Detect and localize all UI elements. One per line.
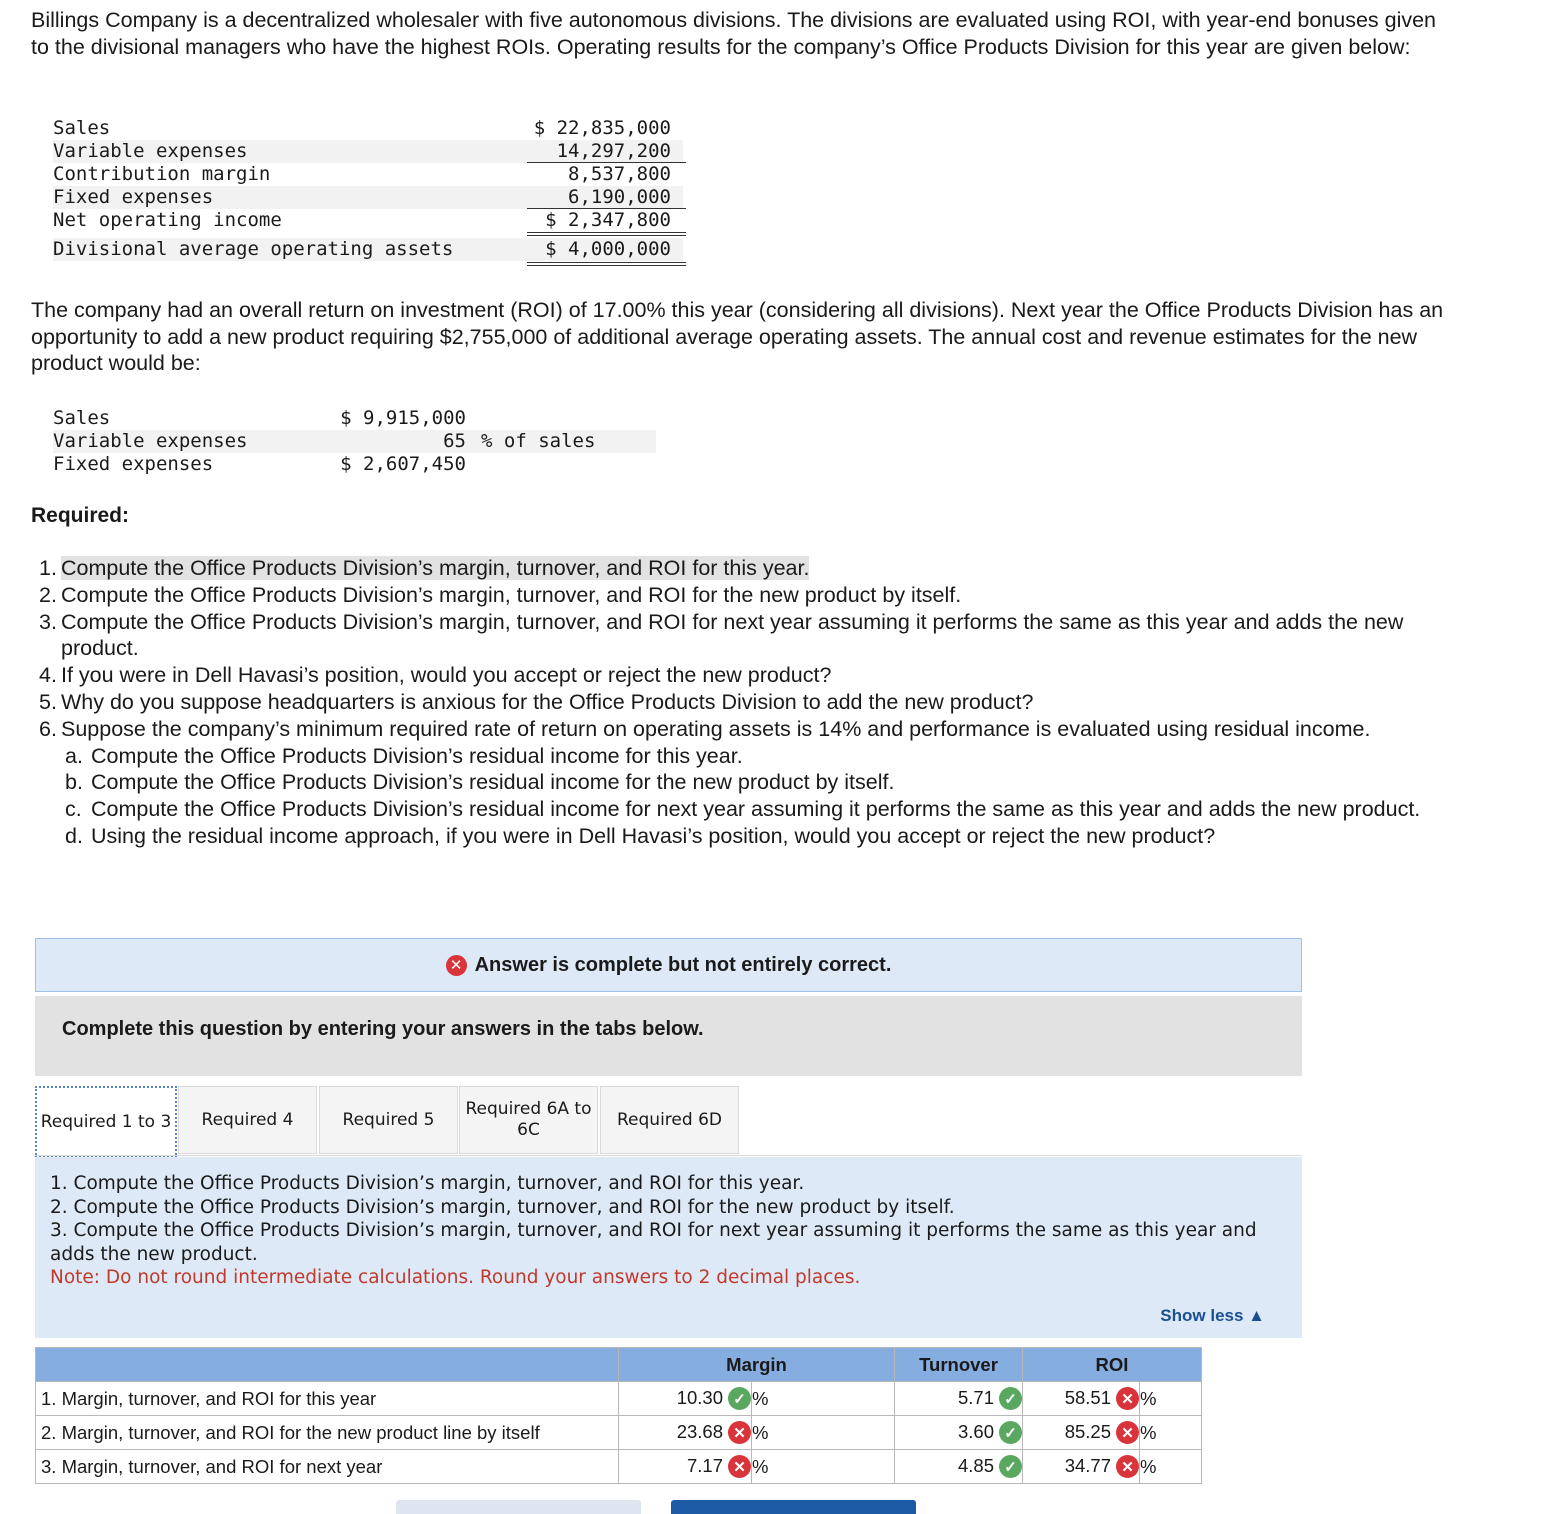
requirements-list — [31, 555, 1441, 850]
table-row — [36, 1450, 1202, 1484]
tab-required-1-to-3[interactable]: Required 1 to 3 — [35, 1086, 177, 1158]
intro-paragraph: Billings Company is a decentralized wholesaler with five autonomous divisions. The divisions are evaluated using ROI, with year-end bonuses given to the divisional managers who have the highest ROIs. Operating results for the company’s Office Products Division for this year are given below: — [31, 8, 1437, 59]
table-row — [36, 1416, 1202, 1450]
margin-value[interactable]: 7.17 — [686, 1454, 723, 1476]
np-label-fixed: Fixed expenses — [53, 453, 214, 475]
complete-prompt: Complete this question by entering your answers in the tabs below. — [62, 1018, 704, 1040]
margin-cell[interactable] — [619, 1382, 752, 1416]
rounding-note: Note: Do not round intermediate calculations. Round your answers to 2 decimal places. — [50, 1267, 861, 1288]
instruction-2: 2. Compute the Office Products Division’s margin, turnover, and ROI for the new product by itself. — [50, 1196, 955, 1218]
row-label: 2. Margin, turnover, and ROI for the new product line by itself — [36, 1416, 619, 1450]
roi-value[interactable]: 85.25 — [1064, 1420, 1111, 1442]
percent-sign: % — [1140, 1450, 1202, 1484]
roi-value[interactable]: 34.77 — [1064, 1454, 1111, 1476]
margin-value[interactable]: 23.68 — [676, 1420, 723, 1442]
tab-required-4[interactable]: Required 4 — [178, 1086, 317, 1154]
percent-sign: % — [752, 1450, 895, 1484]
turnover-value[interactable]: 4.85 — [957, 1454, 994, 1476]
margin-cell[interactable] — [619, 1416, 752, 1450]
requirement-subitem: b. Compute the Office Products Division’s residual income for the new product by itself. — [65, 770, 895, 795]
tab-required-6d[interactable]: Required 6D — [600, 1086, 739, 1154]
table-header-row — [36, 1348, 1202, 1382]
instruction-1: 1. Compute the Office Products Division’s margin, turnover, and ROI for this year. — [50, 1173, 805, 1194]
results-label-sales: Sales — [53, 117, 111, 139]
x-icon: ✕ — [728, 1421, 751, 1444]
np-label-sales: Sales — [53, 407, 111, 429]
turnover-value[interactable]: 3.60 — [957, 1420, 994, 1442]
x-icon: ✕ — [1116, 1421, 1139, 1444]
np-suffix-variable: % of sales — [481, 430, 596, 452]
results-label-fixed: Fixed expenses — [53, 186, 683, 209]
results-value-assets: $ 4,000,000 — [545, 238, 671, 260]
check-icon: ✓ — [999, 1387, 1022, 1410]
x-icon: ✕ — [1116, 1387, 1139, 1410]
double-underline — [527, 232, 686, 236]
margin-cell[interactable] — [619, 1450, 752, 1484]
turnover-value[interactable]: 5.71 — [957, 1386, 994, 1408]
check-icon: ✓ — [999, 1455, 1022, 1478]
tab-required-6a-to-6c[interactable]: Required 6A to 6C — [459, 1086, 598, 1154]
requirement-item: 4. If you were in Dell Havasi’s position, would you accept or reject the new product? — [39, 663, 832, 688]
results-value-cm: 8,537,800 — [568, 163, 671, 185]
results-value-noi: $ 2,347,800 — [545, 209, 671, 231]
prev-tab-button[interactable] — [396, 1500, 641, 1514]
requirement-item: 3. Compute the Office Products Division’s margin, turnover, and ROI for next year assuming it performs the same as this year and adds the new product. — [39, 609, 1404, 661]
banner-text: Answer is complete but not entirely correct. — [474, 953, 892, 976]
margin-value[interactable]: 10.30 — [676, 1386, 723, 1408]
middle-paragraph: The company had an overall return on investment (ROI) of 17.00% this year (considering all divisions). Next year the Office Products Division has an opportunity to add a new product requiring $2,755,000 of additional average operating assets. The annual cost and revenue estimates for the new product would be: — [31, 298, 1444, 375]
results-label-cm: Contribution margin — [53, 163, 271, 185]
instruction-3: 3. Compute the Office Products Division’s margin, turnover, and ROI for next year assuming it performs the same as this year and adds the new product. — [50, 1220, 1257, 1265]
requirement-subitem: d. Using the residual income approach, if you were in Dell Havasi’s position, would you accept or reject the new product? — [65, 823, 1216, 848]
results-value-variable: 14,297,200 — [556, 140, 671, 162]
results-value-fixed: 6,190,000 — [568, 186, 671, 208]
incorrect-icon: ✕ — [446, 955, 467, 976]
roi-cell[interactable] — [1023, 1450, 1140, 1484]
check-icon: ✓ — [728, 1387, 751, 1410]
percent-sign: % — [1140, 1416, 1202, 1450]
results-label-noi: Net operating income — [53, 209, 282, 231]
roi-cell[interactable] — [1023, 1416, 1140, 1450]
check-icon: ✓ — [999, 1421, 1022, 1444]
requirement-item: 2. Compute the Office Products Division’s margin, turnover, and ROI for the new product by itself. — [39, 582, 962, 607]
roi-value[interactable]: 58.51 — [1064, 1386, 1111, 1408]
double-underline — [527, 262, 686, 266]
table-row — [36, 1382, 1202, 1416]
np-value-variable: 65 — [443, 430, 466, 452]
results-label-variable: Variable expenses — [53, 140, 683, 163]
tab-divider — [35, 1155, 1302, 1156]
roi-cell[interactable] — [1023, 1382, 1140, 1416]
header-turnover: Turnover — [895, 1348, 1023, 1382]
requirement-subitem: c. Compute the Office Products Division’s residual income for next year assuming it performs the same as this year and adds the new product. — [65, 797, 1421, 822]
header-blank — [36, 1348, 619, 1382]
requirement-item: 5. Why do you suppose headquarters is anxious for the Office Products Division to add the new product? — [39, 689, 1034, 714]
instruction-panel — [35, 1157, 1302, 1338]
required-title: Required: — [31, 504, 130, 527]
row-label: 3. Margin, turnover, and ROI for next year — [36, 1450, 619, 1484]
results-label-assets: Divisional average operating assets — [53, 238, 683, 261]
turnover-cell[interactable] — [895, 1416, 1023, 1450]
requirement-subitem: a. Compute the Office Products Division’s residual income for this year. — [65, 743, 743, 768]
percent-sign: % — [752, 1416, 895, 1450]
turnover-cell[interactable] — [895, 1450, 1023, 1484]
x-icon: ✕ — [1116, 1455, 1139, 1478]
requirement-item: 6. Suppose the company’s minimum required rate of return on operating assets is 14% and performance is evaluated using residual income. — [39, 716, 1371, 741]
header-margin: Margin — [619, 1348, 895, 1382]
results-value-sales: $ 22,835,000 — [533, 117, 671, 139]
tab-required-5[interactable]: Required 5 — [319, 1086, 458, 1154]
header-roi: ROI — [1023, 1348, 1202, 1382]
result-banner — [35, 938, 1302, 992]
np-value-sales: $ 9,915,000 — [340, 407, 466, 429]
complete-prompt-box — [35, 996, 1302, 1076]
np-label-variable: Variable expenses — [53, 430, 656, 453]
np-value-fixed: $ 2,607,450 — [340, 453, 466, 475]
answer-table — [35, 1347, 1202, 1484]
requirement-item: 1. Compute the Office Products Division’s margin, turnover, and ROI for this year. — [39, 556, 810, 580]
percent-sign: % — [1140, 1382, 1202, 1416]
percent-sign: % — [752, 1382, 895, 1416]
show-less-link[interactable]: Show less ▲ — [1160, 1306, 1265, 1325]
row-label: 1. Margin, turnover, and ROI for this year — [36, 1382, 619, 1416]
x-icon: ✕ — [728, 1455, 751, 1478]
turnover-cell[interactable] — [895, 1382, 1023, 1416]
next-tab-button[interactable] — [671, 1500, 916, 1514]
